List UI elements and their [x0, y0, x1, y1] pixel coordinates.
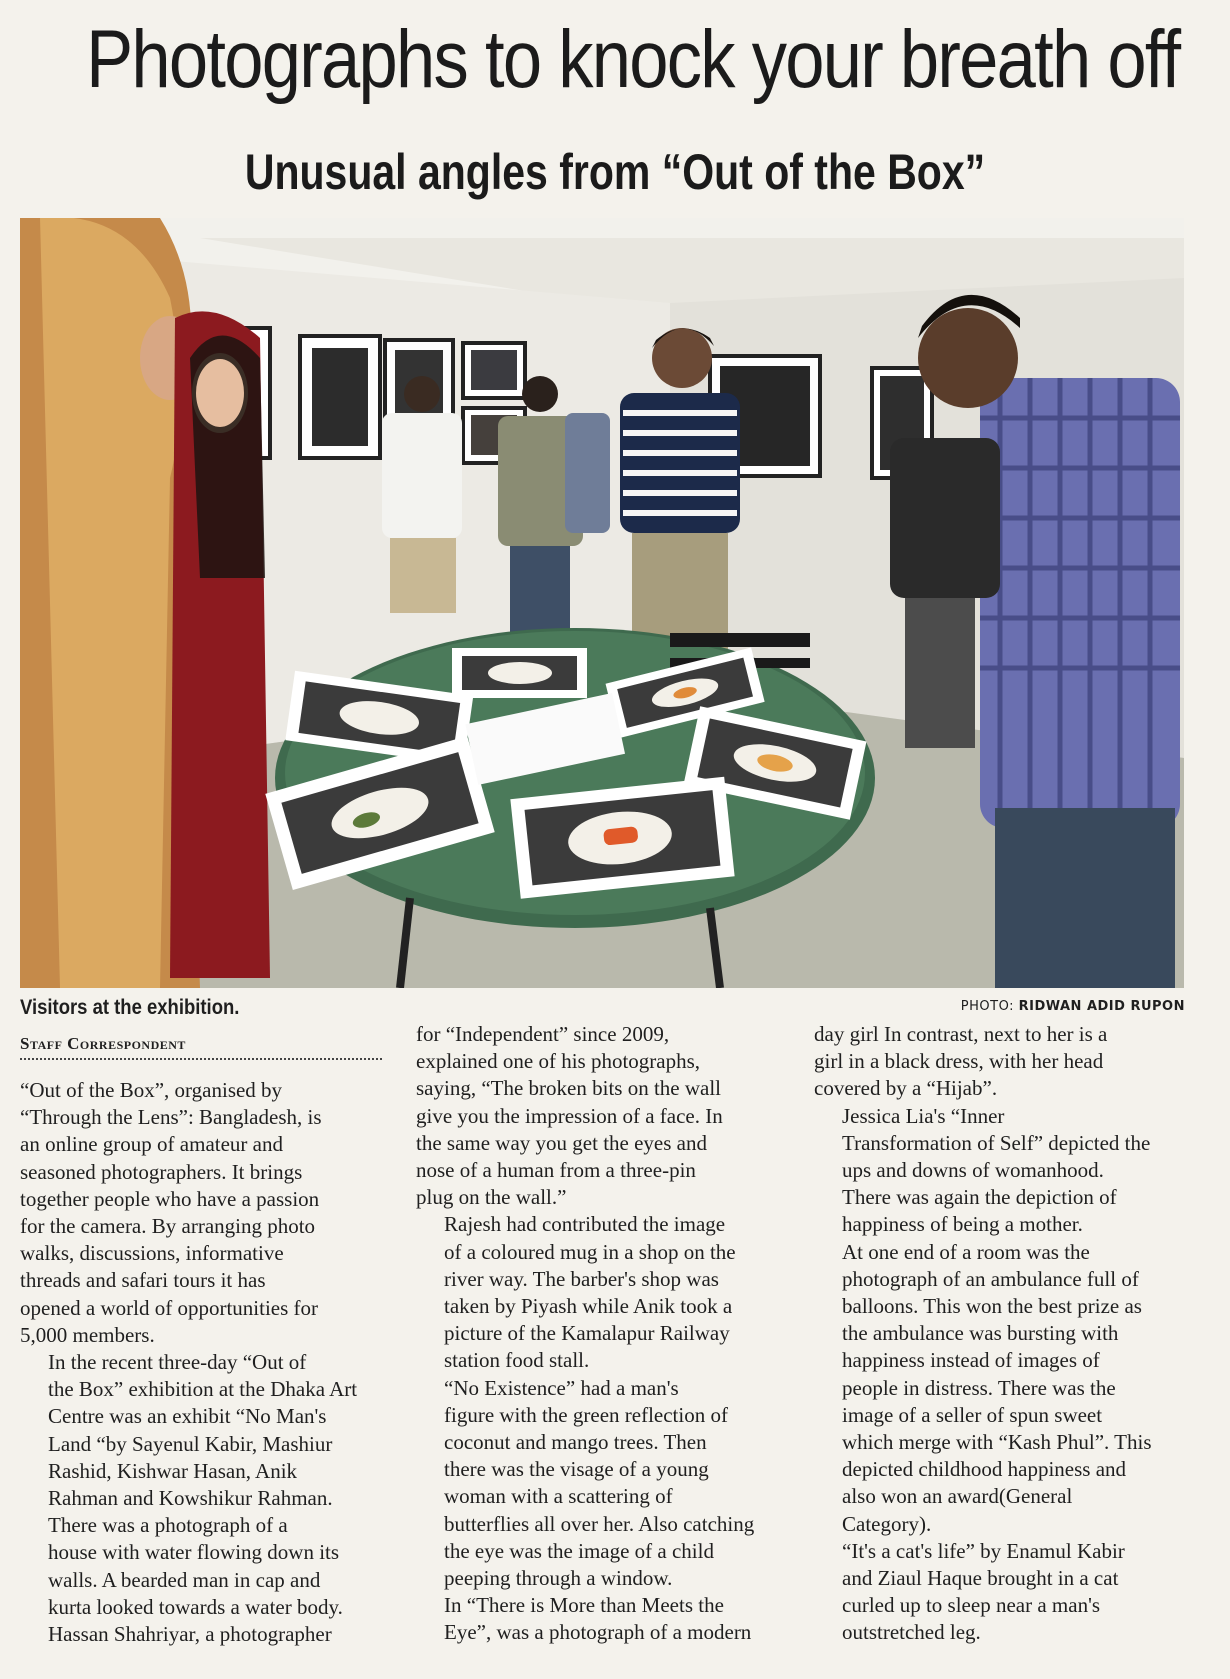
article-paragraph: [814, 1103, 1186, 1239]
article-paragraph: [20, 1621, 392, 1648]
article-line: Rahman and Kowshikur Rahman.: [48, 1486, 333, 1511]
article-line: Eye”, was a photograph of a modern: [444, 1620, 752, 1645]
article-line: walls. A bearded man in cap and: [48, 1567, 321, 1592]
article-line: outstretched leg.: [842, 1620, 981, 1645]
article-column-1: [20, 1077, 392, 1648]
article-line: photograph of an ambulance full of: [842, 1266, 1139, 1291]
article-line: At one end of a room was the: [842, 1239, 1090, 1264]
byline-divider: [20, 1058, 382, 1060]
article-paragraph: [814, 1021, 1186, 1103]
article-line: an online group of amateur and: [20, 1132, 283, 1157]
article-line: which merge with “Kash Phul”. This: [842, 1430, 1152, 1455]
headline: Photographs to knock your breath off: [86, 14, 1180, 105]
article-line: depicted childhood happiness and: [842, 1457, 1127, 1482]
article-line: Transformation of Self” depicted the: [842, 1130, 1151, 1155]
article-line: covered by a “Hijab”.: [814, 1076, 998, 1101]
article-line: house with water flowing down its: [48, 1540, 340, 1565]
article-line: figure with the green reflection of: [444, 1402, 728, 1427]
article-line: the ambulance was bursting with: [842, 1321, 1119, 1346]
article-line: the same way you get the eyes and: [416, 1130, 707, 1155]
article-line: curled up to sleep near a man's: [842, 1593, 1101, 1618]
article-line: for “Independent” since 2009,: [416, 1022, 670, 1046]
article-line: people in distress. There was the: [842, 1375, 1116, 1400]
article-paragraph: [416, 1021, 788, 1211]
photo-credit: [961, 999, 1185, 1014]
article-paragraph: [20, 1512, 392, 1621]
article-line: nose of a human from a three-pin: [416, 1158, 696, 1183]
article-line: Rajesh had contributed the image: [444, 1212, 726, 1237]
article-line: taken by Piyash while Anik took a: [444, 1294, 733, 1319]
article-line: and Ziaul Haque brought in a cat: [842, 1566, 1119, 1591]
article-line: of a coloured mug in a shop on the: [444, 1239, 736, 1264]
article-line: river way. The barber's shop was: [444, 1266, 719, 1291]
article-line: There was again the depiction of: [842, 1185, 1117, 1210]
article-column-3: [814, 1021, 1186, 1647]
article-line: there was the visage of a young: [444, 1457, 709, 1482]
article-line: ups and downs of womanhood.: [842, 1158, 1104, 1183]
article-line: “Out of the Box”, organised by: [20, 1078, 283, 1102]
article-line: peeping through a window.: [444, 1566, 673, 1591]
article-line: In the recent three-day “Out of: [48, 1350, 307, 1375]
article-line: There was a photograph of a: [48, 1513, 288, 1538]
photo-credit-prefix: PHOTO:: [960, 999, 1014, 1014]
article-line: plug on the wall.”: [416, 1185, 567, 1210]
article-line: girl in a black dress, with her head: [814, 1049, 1104, 1074]
article-line: seasoned photographers. It brings: [20, 1159, 303, 1184]
article-line: happiness of being a mother.: [842, 1212, 1083, 1237]
subheadline: Unusual angles from “Out of the Box”: [244, 144, 986, 200]
article-paragraph: [814, 1538, 1186, 1647]
article-line: picture of the Kamalapur Railway: [444, 1321, 730, 1346]
article-line: saying, “The broken bits on the wall: [416, 1076, 722, 1101]
article-paragraph: [416, 1592, 788, 1646]
article-line: butterflies all over her. Also catching: [444, 1511, 755, 1536]
article-paragraph: [416, 1375, 788, 1593]
article-line: Hassan Shahriyar, a photographer: [48, 1622, 332, 1647]
article-line: threads and safari tours it has: [20, 1268, 266, 1293]
article-line: kurta looked towards a water body.: [48, 1594, 343, 1619]
article-paragraph: [20, 1077, 392, 1349]
article-line: In “There is More than Meets the: [444, 1593, 724, 1618]
article-line: 5,000 members.: [20, 1322, 155, 1347]
article-line: Centre was an exhibit “No Man's: [48, 1404, 327, 1429]
article-line: the eye was the image of a child: [444, 1538, 714, 1563]
article-line: “It's a cat's life” by Enamul Kabir: [842, 1538, 1125, 1563]
photo-caption: Visitors at the exhibition.: [20, 996, 240, 1019]
photo-credit-name: RIDWAN ADID RUPON: [1018, 999, 1185, 1014]
article-column-2: [416, 1021, 788, 1647]
article-line: Category).: [842, 1511, 932, 1536]
article-line: happiness instead of images of: [842, 1348, 1100, 1373]
article-line: day girl In contrast, next to her is a: [814, 1022, 1108, 1046]
article-line: walks, discussions, informative: [20, 1241, 284, 1266]
article-line: image of a seller of spun sweet: [842, 1402, 1103, 1427]
article-line: for the camera. By arranging photo: [20, 1214, 316, 1239]
article-line: opened a world of opportunities for: [20, 1295, 319, 1320]
article-line: the Box” exhibition at the Dhaka Art: [48, 1377, 358, 1402]
article-line: Land “by Sayenul Kabir, Mashiur: [48, 1431, 333, 1456]
article-paragraph: [416, 1211, 788, 1374]
article-line: explained one of his photographs,: [416, 1049, 701, 1074]
article-line: give you the impression of a face. In: [416, 1103, 723, 1128]
article-line: balloons. This won the best prize as: [842, 1294, 1142, 1319]
article-line: woman with a scattering of: [444, 1484, 673, 1509]
article-line: “No Existence” had a man's: [444, 1375, 679, 1400]
exhibition-photo: [20, 218, 1184, 988]
article-line: coconut and mango trees. Then: [444, 1430, 707, 1455]
article-paragraph: [814, 1239, 1186, 1538]
byline: Staff Correspondent: [20, 1034, 186, 1053]
article-line: station food stall.: [444, 1348, 590, 1373]
article-line: Rashid, Kishwar Hasan, Anik: [48, 1458, 298, 1483]
article-line: together people who have a passion: [20, 1186, 320, 1211]
article-line: also won an award(General: [842, 1484, 1073, 1509]
article-line: Jessica Lia's “Inner: [842, 1103, 1005, 1128]
article-line: “Through the Lens”: Bangladesh, is: [20, 1105, 322, 1130]
article-paragraph: [20, 1349, 392, 1512]
